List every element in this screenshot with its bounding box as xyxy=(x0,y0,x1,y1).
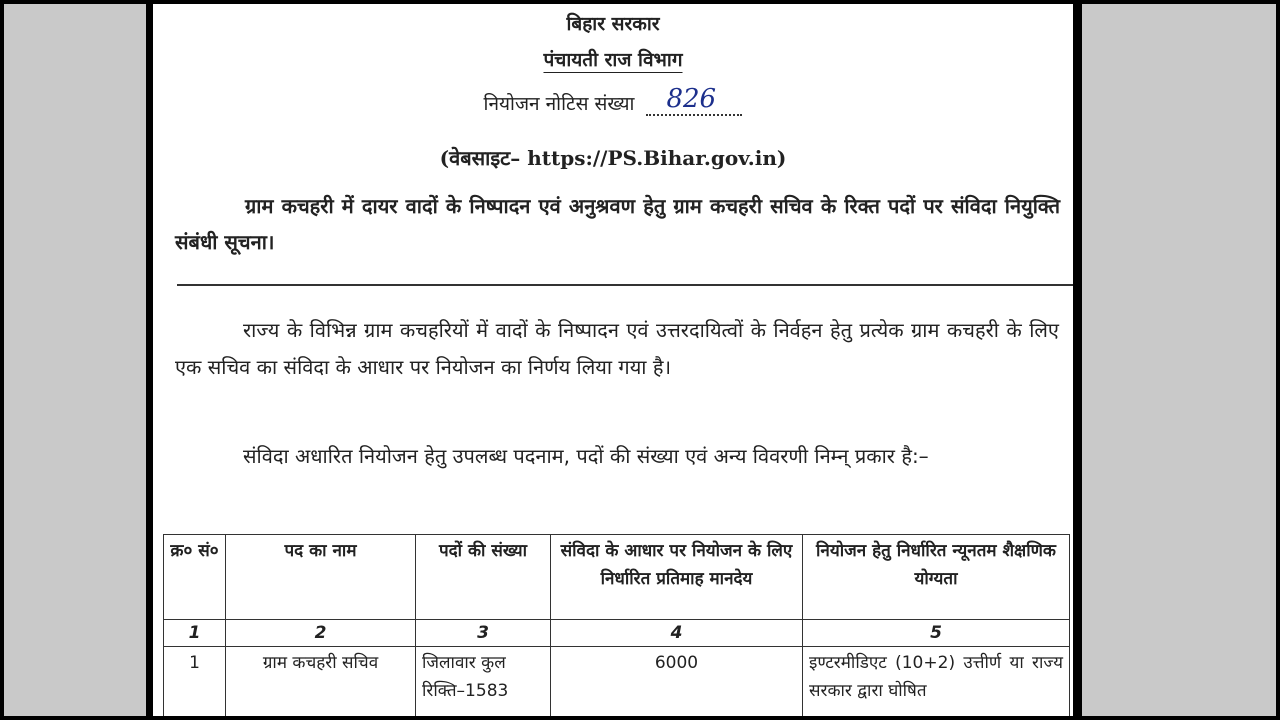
department-title-text: पंचायती राज विभाग xyxy=(543,49,683,71)
cell-posts-count: जिलावार कुल रिक्ति–1583 xyxy=(416,647,551,717)
department-title xyxy=(153,46,1073,72)
notice-line xyxy=(153,84,1073,116)
column-number: 3 xyxy=(416,620,551,647)
header-serial: क्र० सं० xyxy=(164,535,226,620)
posts-table xyxy=(163,534,1070,716)
cell-qualification: इण्टरमीडिएट (10+2) उत्तीर्ण या राज्य सरकार द्वारा घोषित xyxy=(803,647,1070,717)
column-number: 4 xyxy=(551,620,803,647)
body-paragraph-1: राज्य के विभिन्न ग्राम कचहरियों में वादों के निष्पादन एवं उत्तरदायित्वों के निर्वहन हेतु प्रत्येक ग्राम कचहरी के लिए एक सचिव का संविदा के आधार पर नियोजन का निर्णय लिया गया है। xyxy=(175,318,1059,379)
body-paragraph-2: संविदा अधारित नियोजन हेतु उपलब्ध पदनाम, पदों की संख्या एवं अन्य विवरणी निम्न् प्रकार है:– xyxy=(243,444,929,468)
notice-label: नियोजन नोटिस संख्या xyxy=(483,93,635,115)
header-honorarium: संविदा के आधार पर नियोजन के लिए निर्धारित प्रतिमाह मानदेय xyxy=(551,535,803,620)
horizontal-divider xyxy=(177,284,1073,286)
header-posts-count: पदों की संख्या xyxy=(416,535,551,620)
notice-subject: ग्राम कचहरी में दायर वादों के निष्पादन एवं अनुश्रवण हेतु ग्राम कचहरी सचिव के रिक्त पदों पर संविदा नियुक्ति संबंधी सूचना। xyxy=(175,194,1060,254)
cell-serial: 1 xyxy=(164,647,226,717)
column-number: 2 xyxy=(226,620,416,647)
header-post-name: पद का नाम xyxy=(226,535,416,620)
cell-post-name: ग्राम कचहरी सचिव xyxy=(226,647,416,717)
government-title: बिहार सरकार xyxy=(566,13,660,35)
header-qualification: नियोजन हेतु निर्धारित न्यूनतम शैक्षणिक योग्यता xyxy=(803,535,1070,620)
column-number-row xyxy=(164,620,1070,647)
notice-number: 826 xyxy=(666,84,717,114)
document-page xyxy=(153,4,1073,716)
website-line: (वेबसाइट– https://PS.Bihar.gov.in) xyxy=(439,146,787,170)
left-background-panel xyxy=(4,4,146,716)
column-number: 1 xyxy=(164,620,226,647)
cell-honorarium: 6000 xyxy=(551,647,803,717)
notice-number-field xyxy=(646,84,742,116)
right-background-panel xyxy=(1082,4,1276,716)
column-number: 5 xyxy=(803,620,1070,647)
table-header-row xyxy=(164,535,1070,620)
table-row xyxy=(164,647,1070,717)
